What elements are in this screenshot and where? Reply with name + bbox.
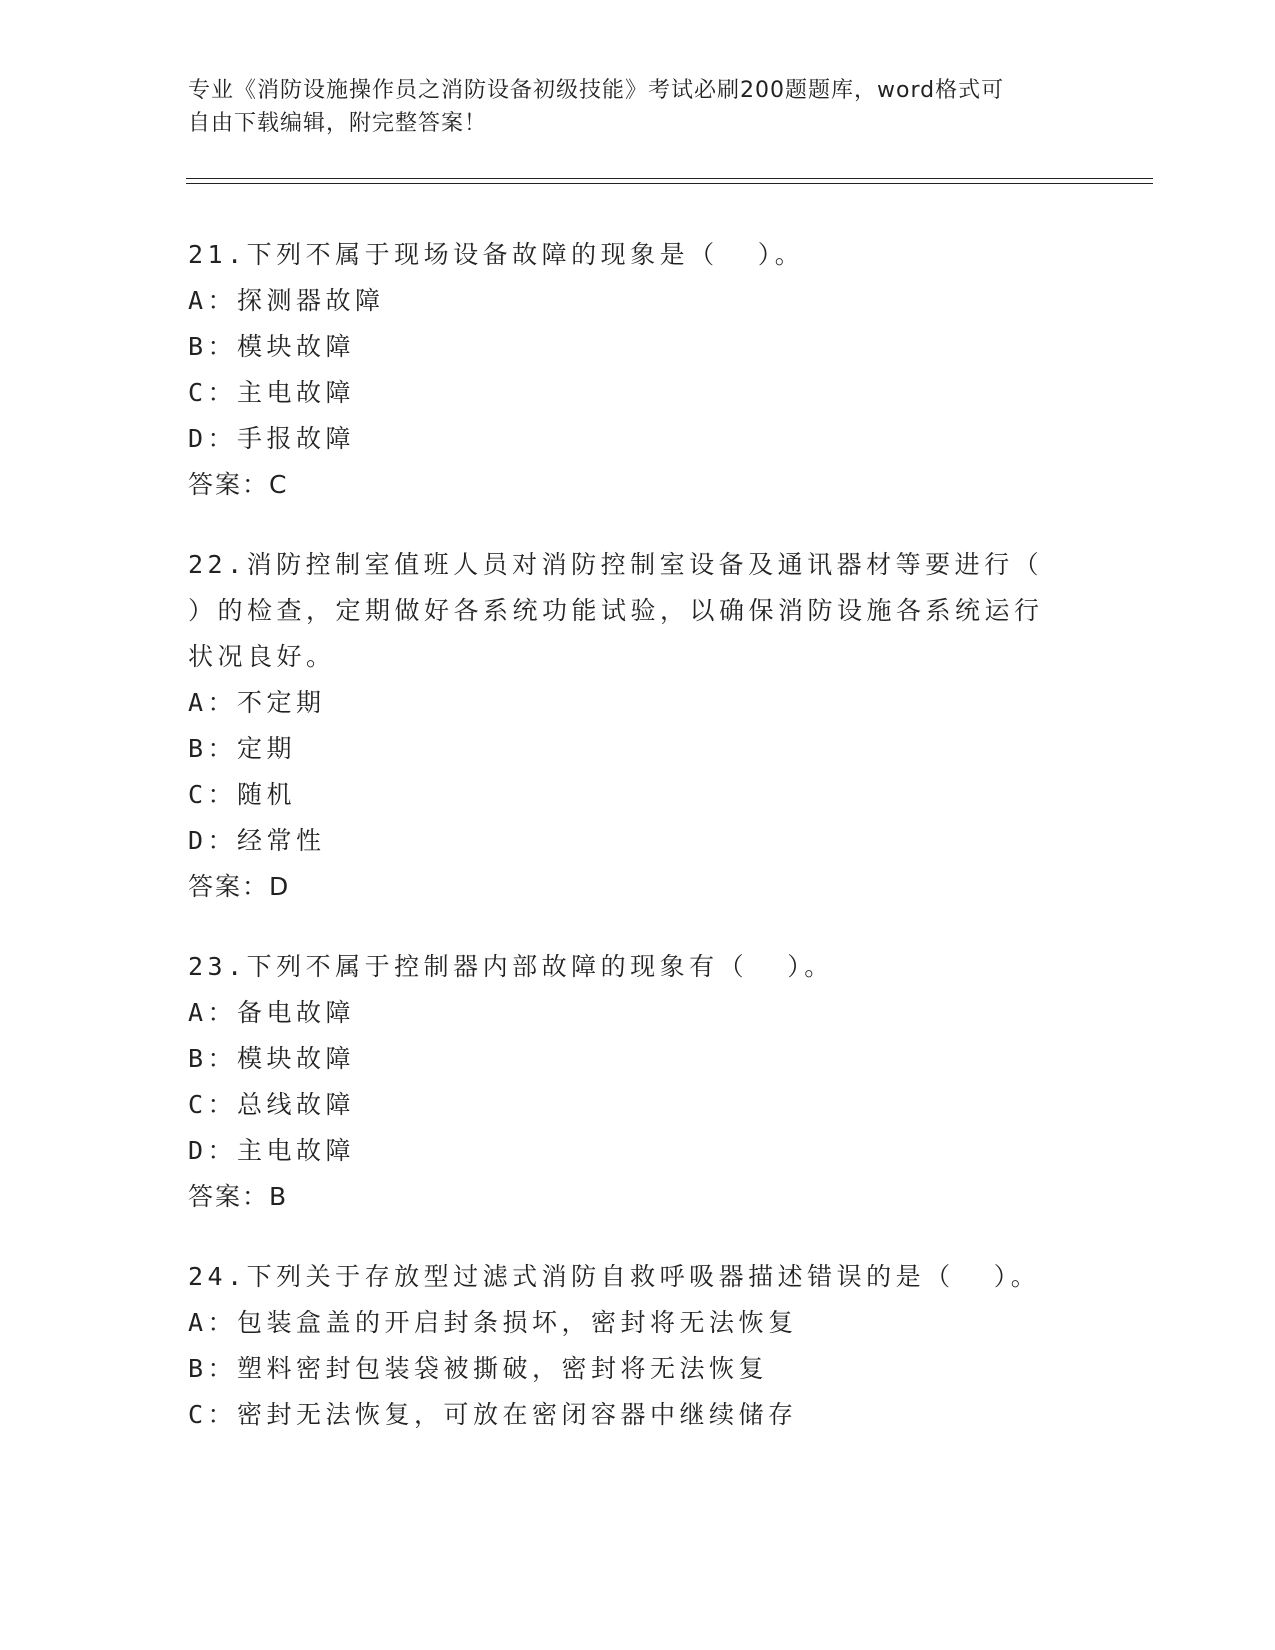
- option-a: A：包装盒盖的开启封条损坏，密封将无法恢复: [188, 1308, 798, 1337]
- answer-line: 答案：B: [188, 1182, 289, 1211]
- option-b: B：定期: [188, 734, 297, 763]
- question-stem: 22.消防控制室值班人员对消防控制室设备及通讯器材等要进行（ ）的检查，定期做好各系统功能试验，以确保消防设施各系统运行状况良好。: [188, 550, 1083, 671]
- question-21: [188, 232, 1088, 508]
- header-divider-bottom: [186, 183, 1153, 184]
- option-c: C：主电故障: [188, 378, 356, 407]
- option-a: A：不定期: [188, 688, 326, 717]
- option-d: D：主电故障: [188, 1136, 356, 1165]
- question-22: [188, 542, 1088, 910]
- question-list: [188, 232, 1088, 1472]
- answer-line: 答案：D: [188, 872, 291, 901]
- question-23: [188, 944, 1088, 1220]
- question-stem: 21.下列不属于现场设备故障的现象是（ ）。: [188, 240, 805, 269]
- option-d: D：手报故障: [188, 424, 356, 453]
- option-a: A：探测器故障: [188, 286, 385, 315]
- option-c: C：密封无法恢复，可放在密闭容器中继续储存: [188, 1400, 798, 1429]
- option-c: C：总线故障: [188, 1090, 356, 1119]
- question-24: [188, 1254, 1088, 1438]
- option-b: B：模块故障: [188, 332, 356, 361]
- answer-line: 答案：C: [188, 470, 289, 499]
- question-stem: 23.下列不属于控制器内部故障的现象有（ ）。: [188, 952, 834, 981]
- option-d: D：经常性: [188, 826, 326, 855]
- option-b: B：塑料密封包装袋被撕破，密封将无法恢复: [188, 1354, 769, 1383]
- option-a: A：备电故障: [188, 998, 356, 1027]
- option-b: B：模块故障: [188, 1044, 356, 1073]
- question-stem: 24.下列关于存放型过滤式消防自救呼吸器描述错误的是（ ）。: [188, 1262, 1041, 1291]
- header-divider-top: [186, 178, 1153, 179]
- option-c: C：随机: [188, 780, 297, 809]
- header-line-2: 自由下载编辑，附完整答案！: [188, 111, 488, 136]
- header-line-1: 专业《消防设施操作员之消防设备初级技能》考试必刷200题题库，word格式可: [188, 78, 1005, 103]
- document-header: [188, 74, 1068, 140]
